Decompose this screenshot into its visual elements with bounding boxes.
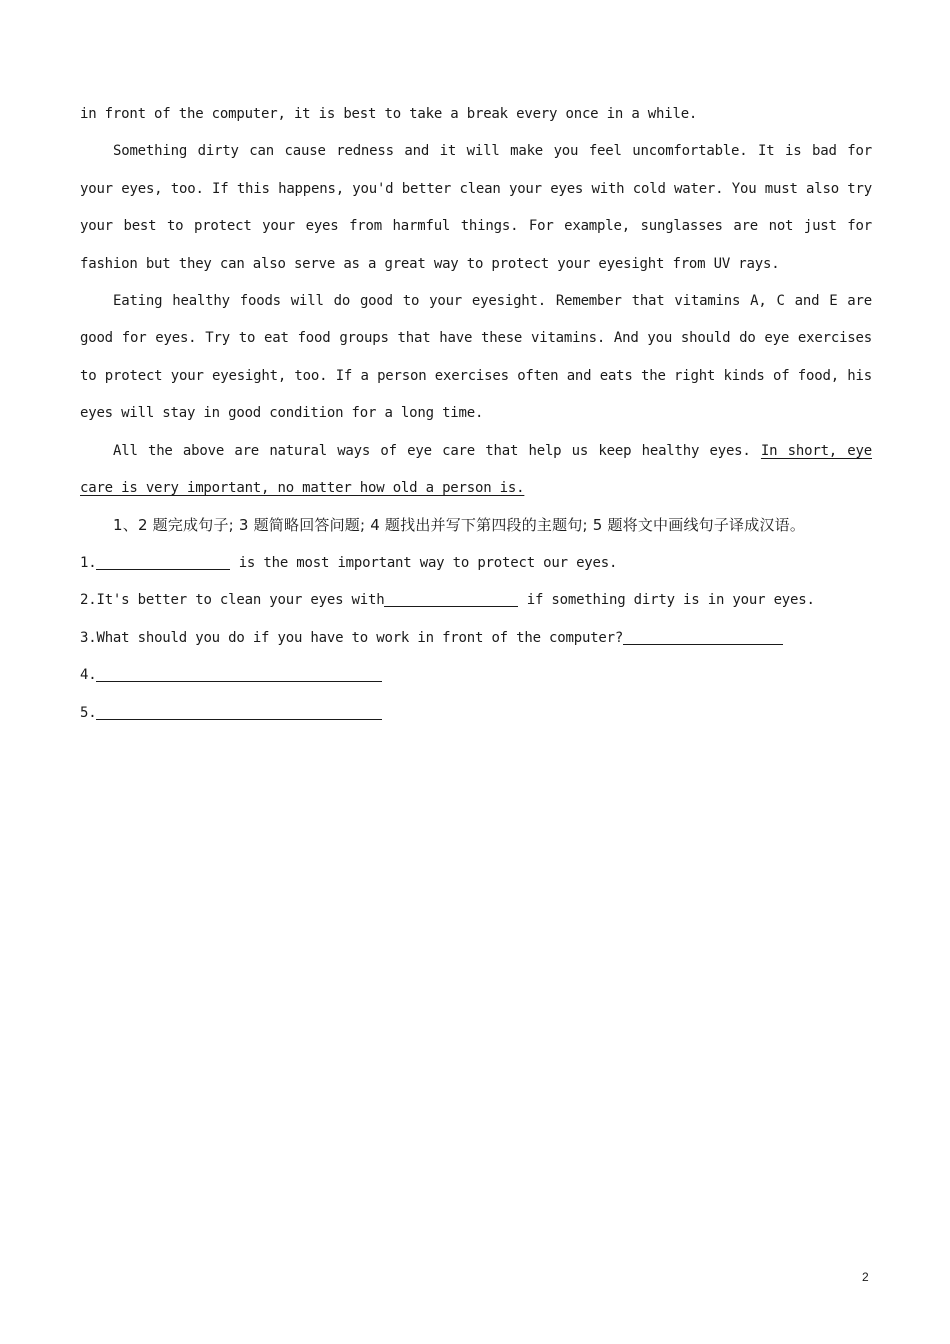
question-2 xyxy=(80,582,872,619)
question-number: 3. xyxy=(80,629,97,646)
answer-blank[interactable] xyxy=(96,553,230,570)
paragraph-4-text: All the above are natural ways of eye care that help us keep healthy eyes. xyxy=(113,442,761,459)
question-number: 2. xyxy=(80,592,97,609)
passage-paragraph-2: Something dirty can cause redness and it will make you feel uncomfortable. It is bad for your eyes, too. If this happens, you'd better clean your eyes with cold water. You must also try your best to protect your eyes from harmful things. For example, sunglasses are not just for fashion but they can also serve as a great way to protect your eyesight from UV rays. xyxy=(80,143,872,272)
question-number: 4. xyxy=(80,667,97,684)
reading-passage xyxy=(80,96,872,732)
question-1 xyxy=(80,545,872,582)
passage-continuation: in front of the computer, it is best to take a break every once in a while. xyxy=(80,106,698,122)
question-text: It's better to clean your eyes with xyxy=(96,592,385,609)
question-text: What should you do if you have to work in front of the computer? xyxy=(96,629,624,646)
question-5 xyxy=(80,695,872,732)
question-4 xyxy=(80,657,872,694)
passage-paragraph-3: Eating healthy foods will do good to your eyesight. Remember that vitamins A, C and E are good for eyes. Try to eat food groups that have these vitamins. And you should do eye exercises to protect your eyesight, too. If a person exercises often and eats the right kinds of food, his eyes will stay in good condition for a long time. xyxy=(80,293,872,422)
question-number: 1. xyxy=(80,554,97,571)
underlined-sentence: In short, eye care is very important, no matter how old a person is. xyxy=(80,442,872,497)
question-text: is the most important way to protect our eyes. xyxy=(230,554,618,571)
page-number: 2 xyxy=(862,1270,869,1284)
answer-blank[interactable] xyxy=(96,703,382,720)
answer-blank[interactable] xyxy=(96,665,382,682)
question-text: if something dirty is in your eyes. xyxy=(518,592,815,609)
passage-paragraph-4 xyxy=(80,433,872,508)
question-3 xyxy=(80,620,872,657)
answer-blank[interactable] xyxy=(623,628,783,645)
answer-blank[interactable] xyxy=(384,590,518,607)
exercise-instructions: 1、2 题完成句子; 3 题简略回答问题; 4 题找出并写下第四段的主题句; 5 题将文中画线句子译成汉语。 xyxy=(113,516,806,535)
question-number: 5. xyxy=(80,704,97,721)
